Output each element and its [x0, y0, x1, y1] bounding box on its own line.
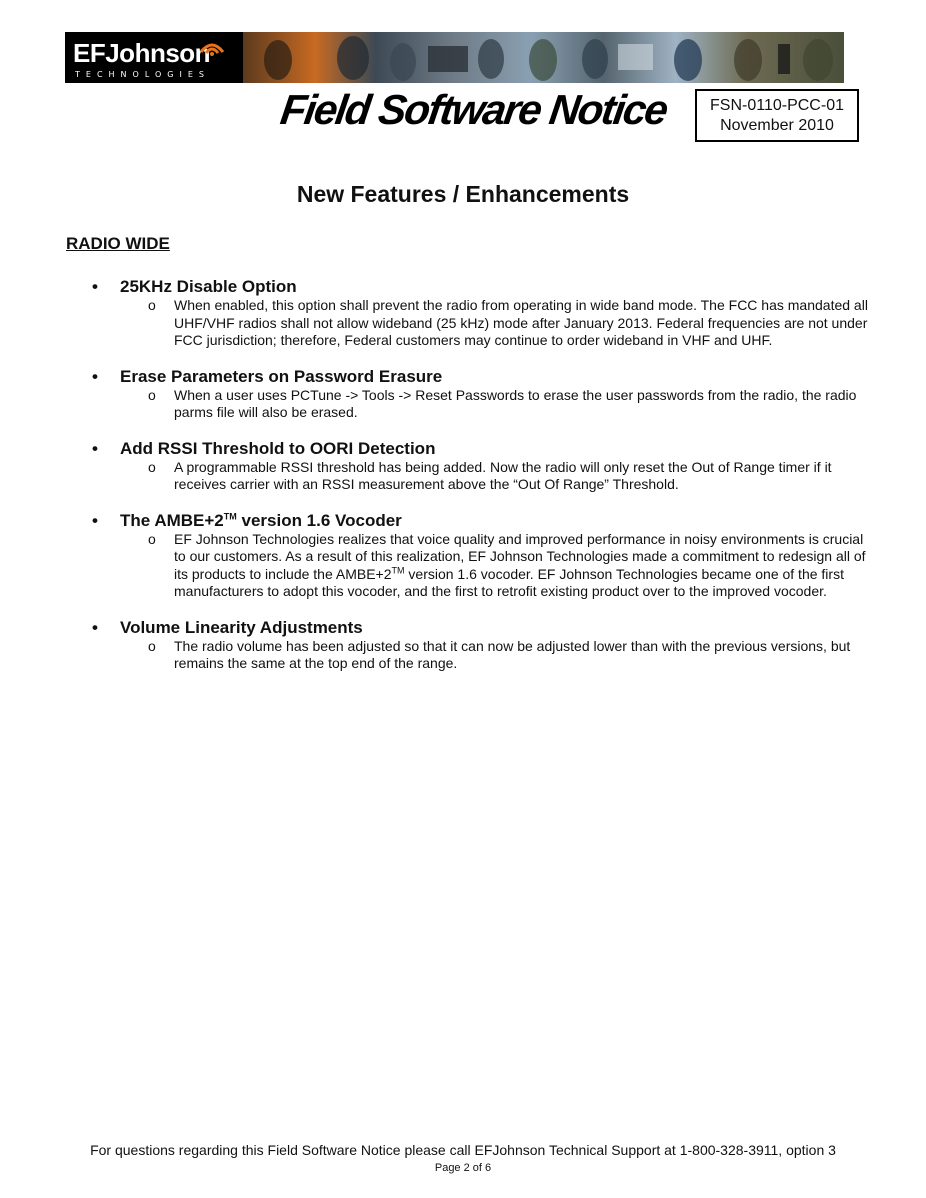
- feature-body: A programmable RSSI threshold has being added. Now the radio will only reset the Out of Range timer if it receives carrier with an RSSI measurement above the “Out Of Range” Threshold.: [174, 458, 832, 492]
- sub-bullet-icon: o: [148, 458, 156, 475]
- feature-item: [90, 276, 870, 350]
- company-logo: [65, 32, 243, 83]
- feature-list: [90, 276, 870, 689]
- feature-title-prefix: The AMBE+2: [120, 510, 224, 530]
- bullet-icon: •: [92, 438, 98, 458]
- feature-body: When enabled, this option shall prevent the radio from operating in wide band mode. The FCC has mandated all UHF/VHF radios shall not allow wideband (25 kHz) mode after January 2013. Federal frequencies are not under FCC jurisdiction; therefore, Federal customers may continue to order wideband in VHF and UHF.: [174, 297, 868, 348]
- sub-bullet-icon: o: [148, 386, 156, 403]
- logo-wordmark: EFJohnson: [73, 38, 211, 68]
- bullet-icon: •: [92, 277, 98, 296]
- feature-heading: [90, 276, 870, 297]
- feature-description: [90, 387, 870, 422]
- feature-description: [90, 531, 870, 601]
- trademark-superscript: TM: [223, 510, 237, 521]
- subheading-radio-wide: RADIO WIDE: [66, 234, 170, 253]
- feature-body-part-b: version 1.6 vocoder. EF Johnson Technologies became one of the first manufacturers to adopt this vocoder, and the first to retrofit existing product over to the improved vocoder.: [174, 565, 844, 599]
- feature-heading: [90, 366, 870, 387]
- document-date: November 2010: [720, 117, 834, 134]
- trademark-superscript: TM: [391, 564, 405, 575]
- feature-description: [90, 638, 870, 673]
- document-number: FSN-0110-PCC-01: [710, 97, 844, 114]
- signal-wave-icon: [197, 34, 227, 56]
- feature-description: [90, 459, 870, 494]
- feature-title: Add RSSI Threshold to OORI Detection: [120, 438, 436, 458]
- sub-bullet-icon: o: [148, 530, 156, 547]
- feature-body: When a user uses PCTune -> Tools -> Reset Passwords to erase the user passwords from the radio, the radio parms file will also be erased.: [174, 386, 857, 420]
- feature-item: [90, 438, 870, 494]
- support-footer: For questions regarding this Field Software Notice please call EFJohnson Technical Support at 1-800-328-3911, option 3: [90, 1142, 836, 1158]
- sub-bullet-icon: o: [148, 637, 156, 654]
- bullet-icon: •: [92, 510, 98, 530]
- feature-heading: [90, 510, 870, 531]
- feature-title-suffix: version 1.6 Vocoder: [236, 510, 402, 530]
- feature-title: Volume Linearity Adjustments: [120, 617, 363, 637]
- logo-tagline: TECHNOLOGIES: [75, 70, 210, 79]
- feature-heading: [90, 617, 870, 638]
- feature-heading: [90, 438, 870, 459]
- feature-description: [90, 297, 870, 350]
- notice-title: Field Software Notice: [277, 86, 670, 133]
- banner-photo-strip: [243, 32, 844, 83]
- feature-body-part-a: EF Johnson Technologies realizes that voice quality and improved performance in noisy environments is crucial to our customers. As a result of this realization, EF Johnson Technologies made a commitment to redesign all of its products to include the AMBE+2: [174, 530, 866, 582]
- feature-body: The radio volume has been adjusted so that it can now be adjusted lower than with the previous versions, but remains the same at the top end of the range.: [174, 637, 851, 671]
- feature-item: [90, 510, 870, 601]
- sub-bullet-icon: o: [148, 297, 156, 313]
- feature-item: [90, 366, 870, 422]
- header-banner: [65, 32, 844, 83]
- bullet-icon: •: [92, 617, 98, 637]
- feature-title: Erase Parameters on Password Erasure: [120, 366, 443, 386]
- page-number: Page 2 of 6: [434, 1162, 492, 1174]
- document-id-box: [695, 89, 859, 142]
- bullet-icon: •: [92, 366, 98, 386]
- feature-title: 25KHz Disable Option: [120, 277, 297, 296]
- feature-item: [90, 617, 870, 673]
- section-title: New Features / Enhancements: [296, 181, 630, 207]
